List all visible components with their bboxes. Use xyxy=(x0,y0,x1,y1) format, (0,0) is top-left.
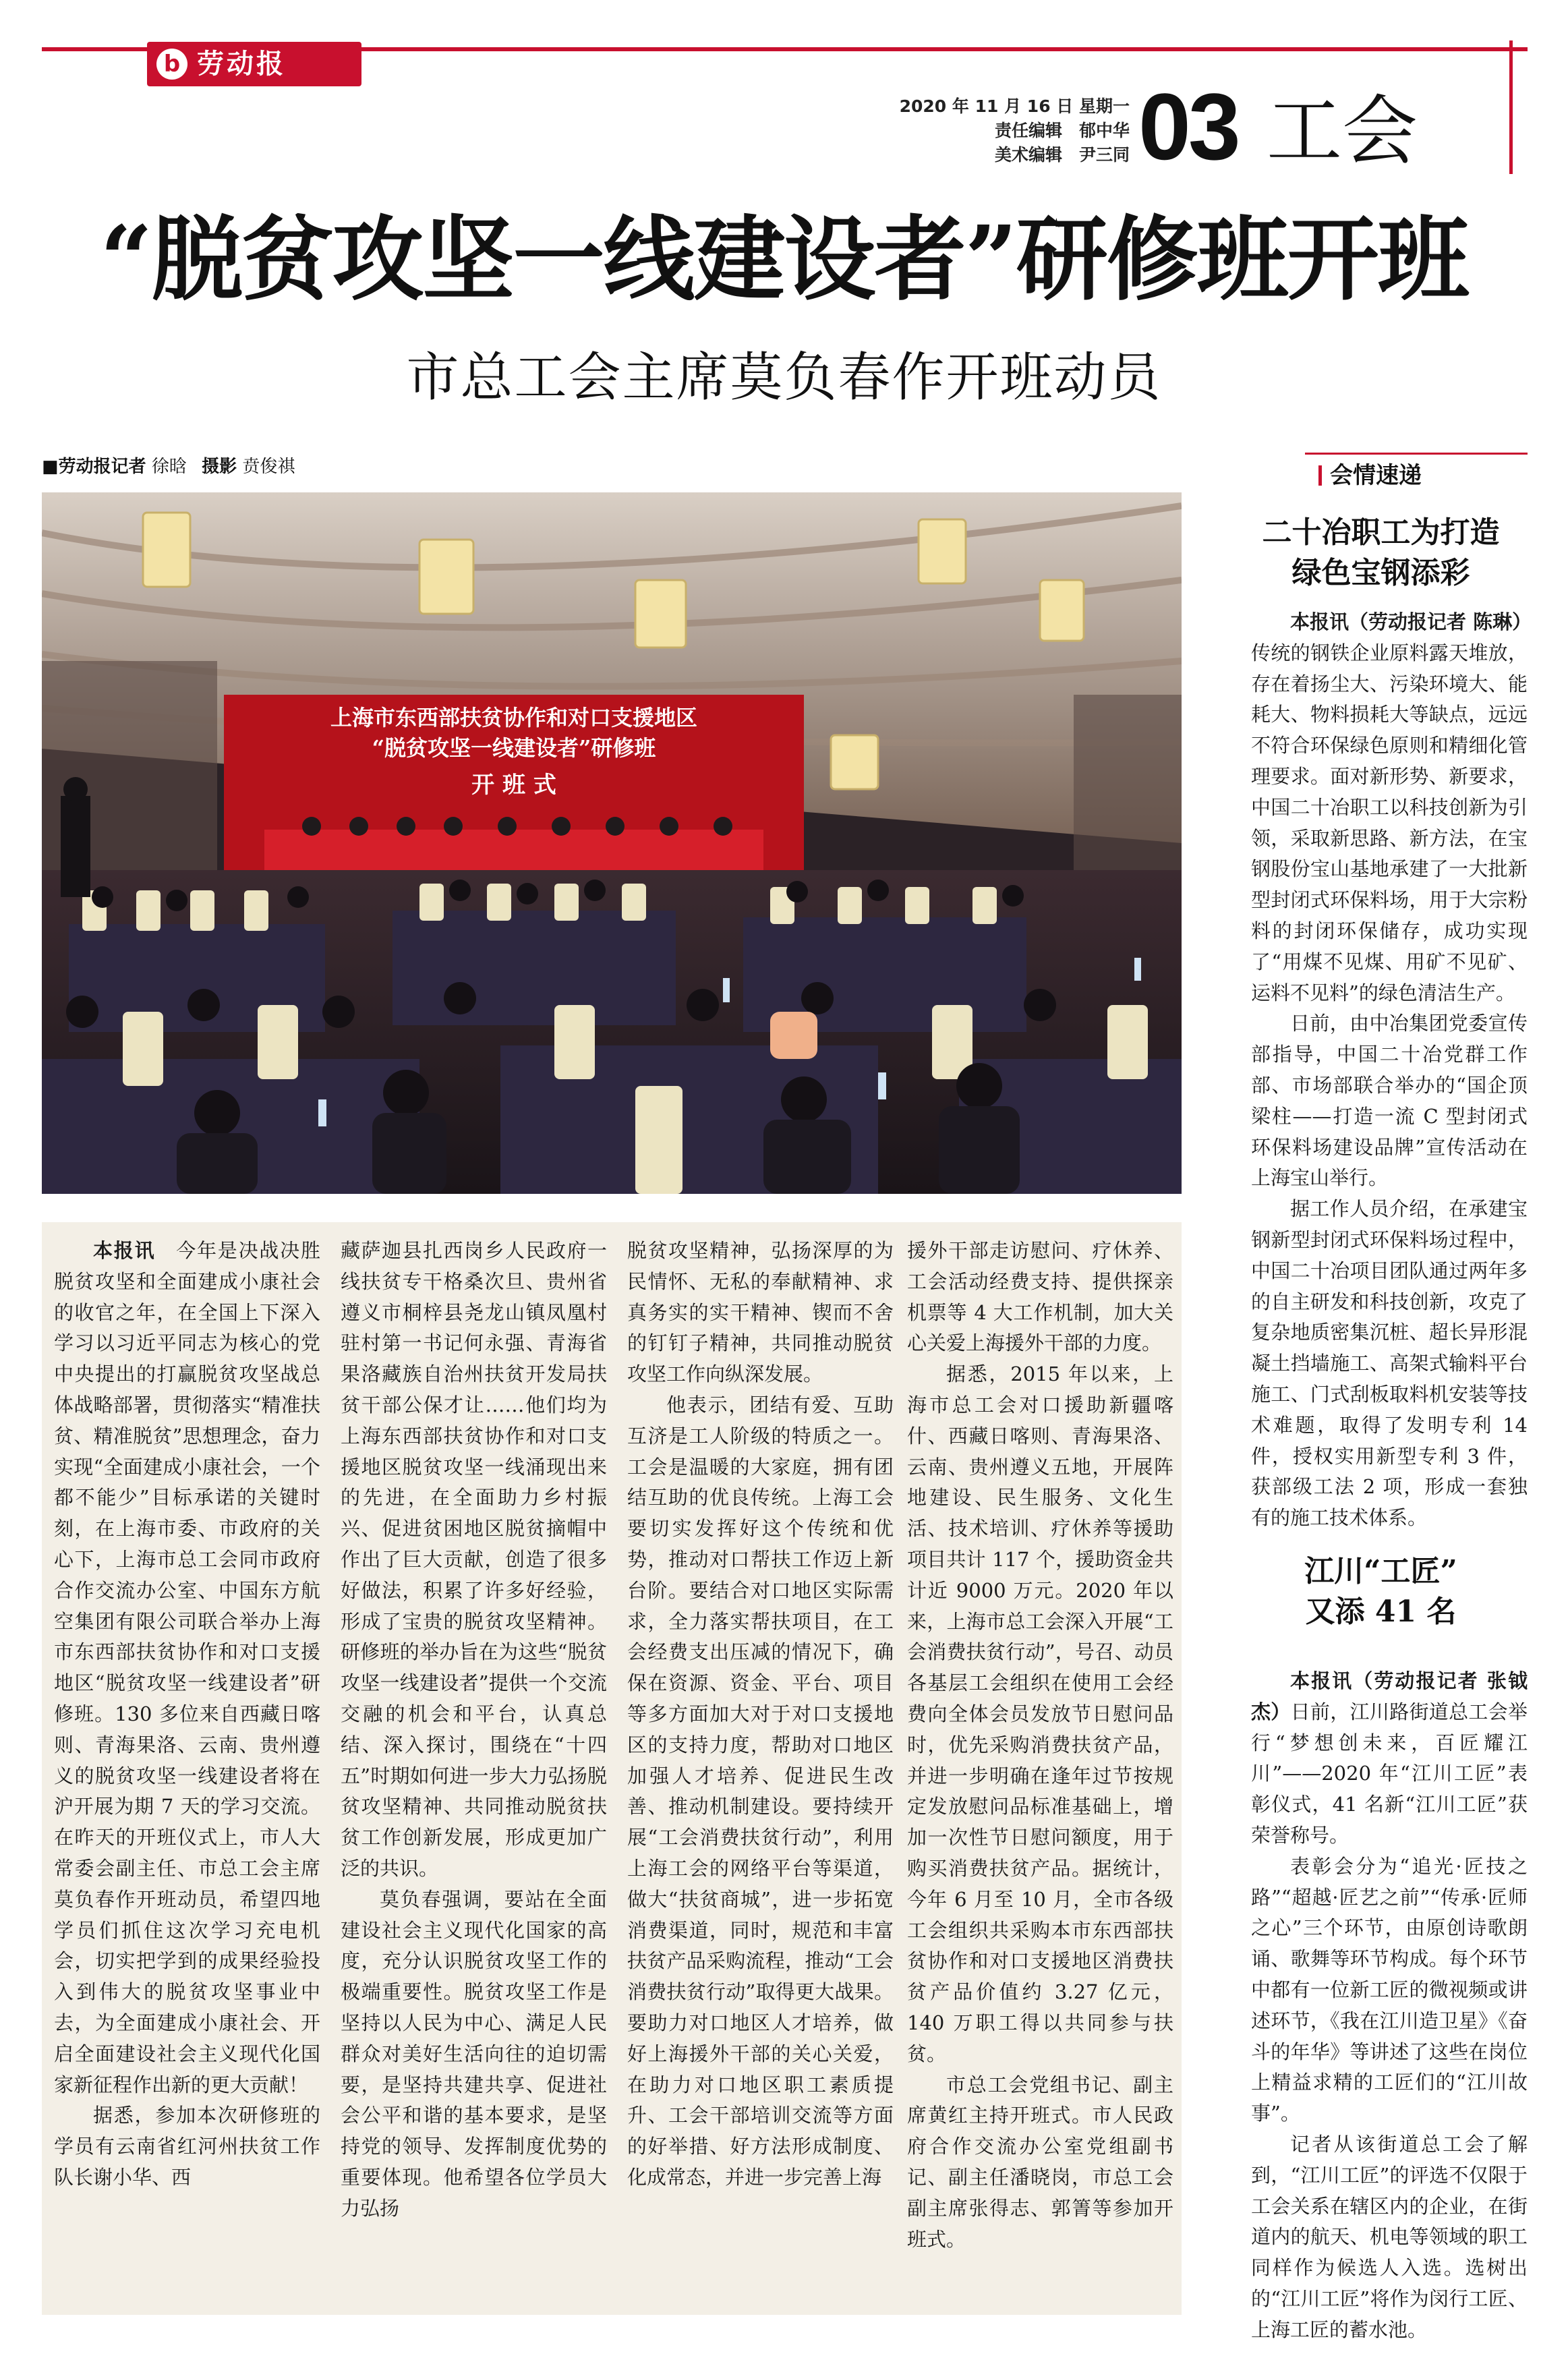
conference-hall-photo xyxy=(42,492,1182,1194)
byline xyxy=(42,453,295,480)
responsible-editor: 责任编辑 郁中华 xyxy=(994,121,1130,140)
section-red-bar xyxy=(1509,40,1513,174)
article-paragraph: 据悉，参加本次研修班的学员有云南省红河州扶贫工作队长谢小华、西 xyxy=(54,2104,320,2189)
article-paragraph: 脱贫攻坚精神，弘扬深厚的为民情怀、无私的奉献精神、求真务实的实干精神、锲而不舍的钉钉子精神，共同推动脱贫攻坚工作向纵深发展。 xyxy=(627,1239,894,1386)
banner-line-2: “脱贫攻坚一线建设者”研修班 xyxy=(372,735,656,761)
headline-line: 又添 41 名 xyxy=(1305,1594,1457,1629)
story-paragraph: 据工作人员介绍，在承建宝钢新型封闭式环保料场过程中，中国二十冶项目团队通过两年多的自主研发和科技创新，攻克了复杂地质密集沉桩、超长异形混凝土挡墙施工、高架式输料平台施工、门式刮板取料机安装等技术难题，取得了发明专利 14 件，授权实用新型专利 3 件，获部级工法 2 项，形成一套独有的施工技术体系。 xyxy=(1251,1197,1528,1530)
sidebar-story2-headline[interactable] xyxy=(1234,1551,1528,1632)
article-paragraph: 援外干部走访慰问、疗休养、工会活动经费支持、提供探亲机票等 4 大工作机制，加大关心关爱上海援外干部的力度。 xyxy=(907,1239,1173,1355)
article-paragraph: 莫负春强调，要站在全面建设社会主义现代化国家的高度，充分认识脱贫攻坚工作的极端重要性。脱贫攻坚工作是坚持以人民为中心、满足人民群众对美好生活向往的迫切需要，是坚持共建共享、促进社会公平和谐的基本要求，是坚持党的领导、发挥制度优势的重要体现。他希望各位学员大力弘扬 xyxy=(341,1887,607,2220)
sidebar-story2-body xyxy=(1251,1666,1528,2346)
byline-photo-prefix: 摄影 xyxy=(202,457,237,477)
article-column-2 xyxy=(341,1236,607,2224)
story-paragraph: 日前，江川路街道总工会举行“梦想创未来，百匠耀江川”——2020 年“江川工匠”表彰仪式，41 名新“江川工匠”获荣誉称号。 xyxy=(1251,1700,1528,1847)
banner-line-3: 开 班 式 xyxy=(471,772,556,799)
story-paragraph: 日前，由中冶集团党委宣传部指导，中国二十冶党群工作部、市场部联合举办的“国企顶梁柱——打造一流 C 型封闭式环保料场建设品牌”宣传活动在上海宝山举行。 xyxy=(1251,1012,1528,1190)
article-lead: 本报讯 xyxy=(93,1239,156,1262)
art-editor: 美术编辑 尹三同 xyxy=(994,145,1130,165)
article-paragraph: 今年是决战决胜脱贫攻坚和全面建成小康社会的收官之年，在全国上下深入学习以习近平同志为核心的党中央提出的打赢脱贫攻坚战总体战略部署，贯彻落实“精准扶贫、精准脱贫”思想理念，奋力实现“全面建成小康社会，一个都不能少”目标承诺的关键时刻，在上海市委、市政府的关心下，上海市总工会同市政府合作交流办公室、中国东方航空集团有限公司联合举办上海市东西部扶贫协作和对口支援地区“脱贫攻坚一线建设者”研修班。130 多位来自西藏日喀则、青海果洛、云南、贵州遵义的脱贫攻坚一线建设者将在沪开展为期 7 天的学习交流。在昨天的开班仪式上，市人大常委会副主任、市总工会主席莫负春作开班动员，希望四地学员们抓住这次学习充电机会，切实把学到的成果经验投入到伟大的脱贫攻坚事业中去，为全面建成小康社会、开启全面建设社会主义现代化国家新征程作出新的更大贡献！ xyxy=(54,1239,320,2096)
issue-date: 2020 年 11 月 16 日 星期一 xyxy=(899,96,1130,116)
sidebar-rule xyxy=(1305,453,1528,455)
banner-line-1: 上海市东西部扶贫协作和对口支援地区 xyxy=(330,705,698,730)
subheadline: 市总工会主席莫负春作开班动员 xyxy=(406,347,1162,408)
sidebar-label xyxy=(1318,459,1422,492)
article-column-1 xyxy=(54,1236,320,2193)
page-number: 03 xyxy=(1138,74,1238,179)
article-paragraph: 藏萨迦县扎西岗乡人民政府一线扶贫专干格桑次旦、贵州省遵义市桐梓县尧龙山镇凤凰村驻村第一书记何永强、青海省果洛藏族自治州扶贫开发局扶贫干部公保才让……他们均为上海东西部扶贫协作和对口支援地区脱贫攻坚一线涌现出来的先进，在全面助力乡村振兴、促进贫困地区脱贫摘帽中作出了巨大贡献，创造了很多好做法，积累了许多好经验，形成了宝贵的脱贫攻坚精神。研修班的举办旨在为这些“脱贫攻坚一线建设者”提供一个交流交融的机会和平台，认真总结、深入探讨，围绕在“十四五”时期如何进一步大力弘扬脱贫攻坚精神、共同推动脱贫扶贫工作创新发展，形成更加广泛的共识。 xyxy=(341,1239,607,1880)
logo-text: 劳动报 xyxy=(197,48,286,80)
story-paragraph: 传统的钢铁企业原料露天堆放，存在着扬尘大、污染环境大、能耗大、物料损耗大等缺点，远远不符合环保绿色原则和精细化管理要求。面对新形势、新要求，中国二十冶职工以科技创新为引领，采取新思路、新方法，在宝钢股份宝山基地承建了一大批新型封闭式环保料场，用于大宗粉料的封闭环保储存，成功实现了“用煤不见煤、用矿不见矿、运料不见料”的绿色清洁生产。 xyxy=(1251,641,1528,1004)
article-column-4 xyxy=(907,1236,1173,2255)
article-paragraph: 据悉，2015 年以来，上海市总工会对口援助新疆喀什、西藏日喀则、青海果洛、云南、贵州遵义五地，开展阵地建设、民生服务、文化生活、技术培训、疗休养等援助项目共计 117 个，援助资金共计近 9000 万元。2020 年以来，上海市总工会深入开展“工会消费扶贫行动”，号召、动员各基层工会组织在使用工会经费向全体会员发放节日慰问品时，优先采购消费扶贫产品，并进一步明确在逢年过节按规定发放慰问品标准基础上，增加一次性节日慰问额度，用于购买消费扶贫产品。据统计，今年 6 月至 10 月，全市各级工会组织共采购本市东西部扶贫协作和对口支援地区消费扶贫产品价值约 3.27 亿元，140 万职工得以共同参与扶贫。 xyxy=(907,1362,1173,2065)
article-photo[interactable] xyxy=(42,492,1182,1194)
story-lead: 本报讯（劳动报记者 张钺杰） xyxy=(1251,1669,1528,1723)
headline-line: 江川“工匠” xyxy=(1304,1554,1457,1588)
byline-photographer: 贲俊祺 xyxy=(242,457,295,477)
section-title: 工会 xyxy=(1267,88,1418,175)
headline-line: 绿色宝钢添彩 xyxy=(1291,556,1470,590)
sidebar-label-bar xyxy=(1318,465,1322,486)
headline: “脱贫攻坚一线建设者”研修班开班 xyxy=(100,206,1468,314)
story-paragraph: 表彰会分为“追光·匠技之路”“超越·匠艺之前”“传承·匠师之心”三个环节，由原创诗歌朗诵、歌舞等环节构成。每个环节中都有一位新工匠的微视频或讲述环节，《我在江川造卫星》《奋斗的年华》等讲述了这些在岗位上精益求精的工匠们的“江川故事”。 xyxy=(1251,1854,1528,2125)
byline-prefix: ■劳动报记者 xyxy=(42,457,146,477)
article-paragraph: 市总工会党组书记、副主席黄红主持开班式。市人民政府合作交流办公室党组副书记、副主任潘晓岗，市总工会副主席张得志、郭箐等参加开班式。 xyxy=(907,2073,1173,2251)
logo-mark-icon: b xyxy=(156,49,187,80)
article-column-3 xyxy=(627,1236,894,2193)
headline-line: 二十冶职工为打造 xyxy=(1262,515,1500,550)
story-paragraph: 记者从该街道总工会了解到，“江川工匠”的评选不仅限于工会关系在辖区内的企业，在街道内的航天、机电等领域的职工同样作为候选人入选。选树出的“江川工匠”将作为闵行工匠、上海工匠的蓄水池。 xyxy=(1251,2132,1528,2341)
story-lead: 本报讯（劳动报记者 陈琳） xyxy=(1290,610,1532,633)
sidebar-label-text: 会情速递 xyxy=(1330,462,1422,489)
sidebar-story1-headline[interactable] xyxy=(1234,513,1528,594)
sidebar-story1-body xyxy=(1251,607,1532,1534)
article-paragraph: 他表示，团结有爱、互助互济是工人阶级的特质之一。工会是温暖的大家庭，拥有团结互助的优良传统。上海工会要切实发挥好这个传统和优势，推动对口帮扶工作迈上新台阶。要结合对口地区实际需求，全力落实帮扶项目，在工会经费支出压减的情况下，确保在资源、资金、平台、项目等多方面加大对于对口支援地区的支持力度，帮助对口地区加强人才培养、促进民生改善、推动机制建设。要持续开展“工会消费扶贫行动”，利用上海工会的网络平台等渠道，做大“扶贫商城”，进一步拓宽消费渠道，同时，规范和丰富扶贫产品采购流程，推动“工会消费扶贫行动”取得更大战果。要助力对口地区人才培养，做好上海援外干部的关心关爱，在助力对口地区职工素质提升、工会干部培训交流等方面的好举措、好方法形成制度、化成常态，并进一步完善上海 xyxy=(627,1393,894,2189)
byline-reporter: 徐晗 xyxy=(151,457,187,477)
